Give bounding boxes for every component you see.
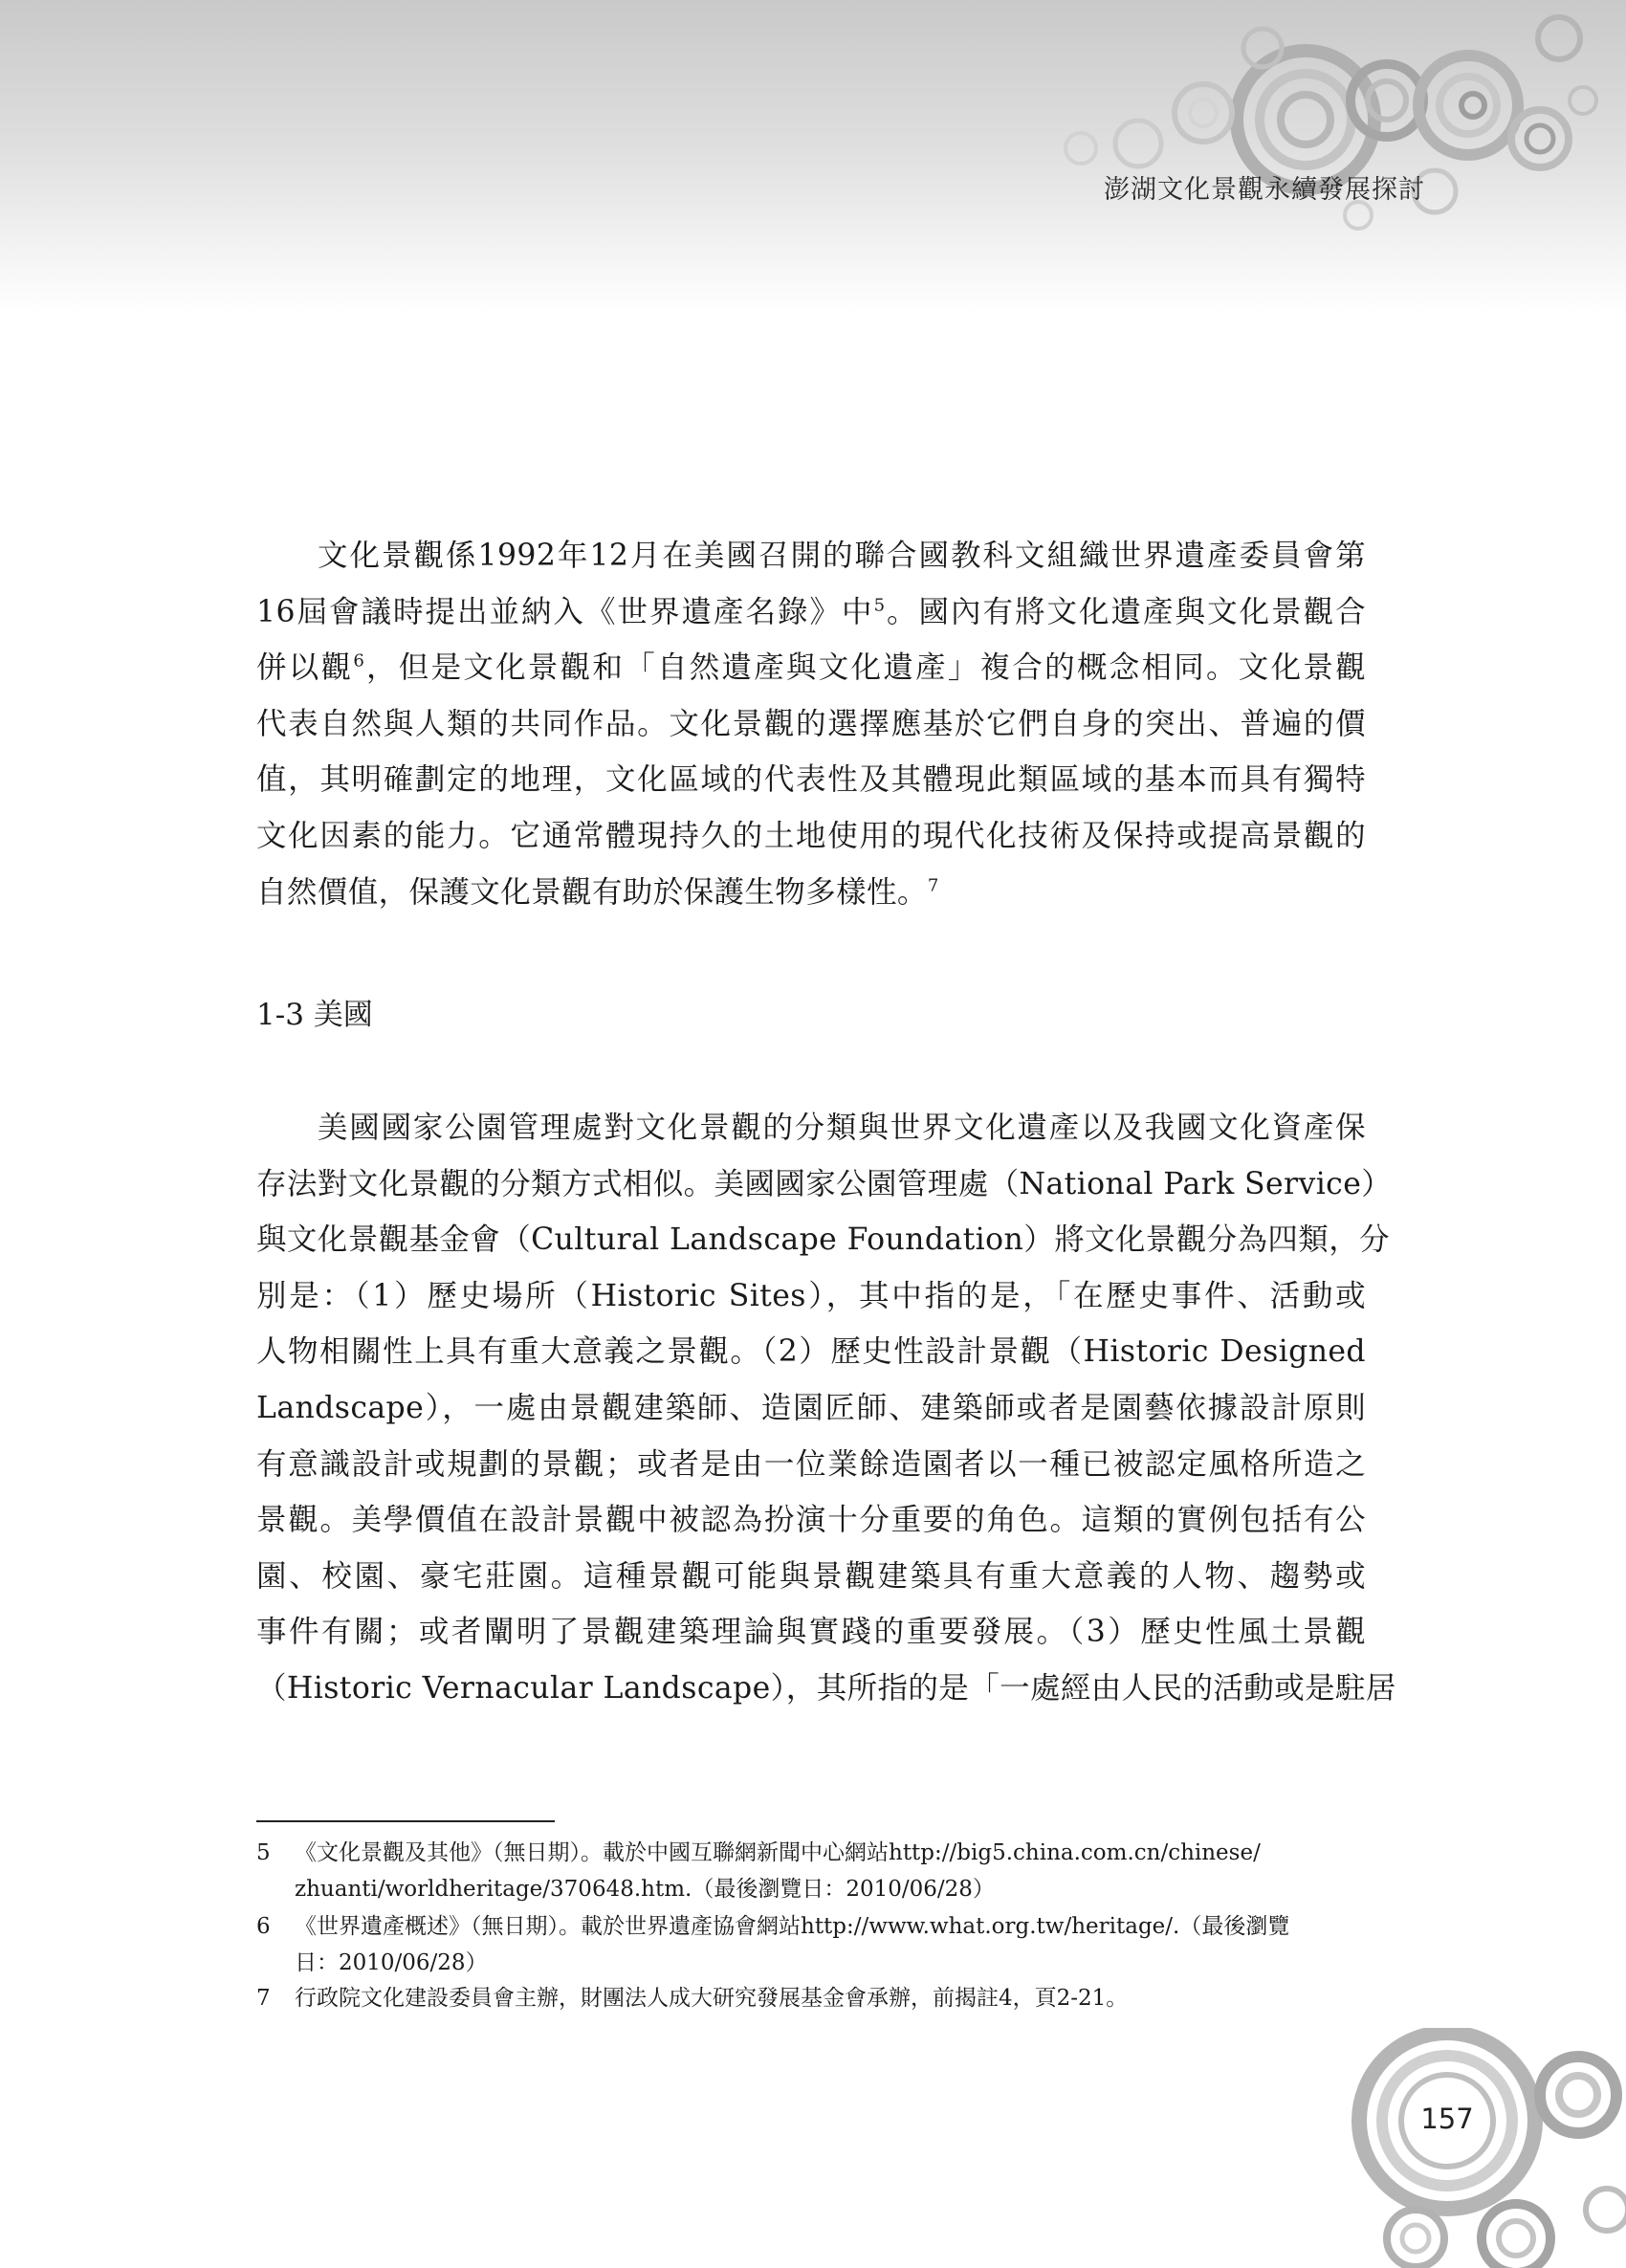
paragraph-line [256, 1661, 1396, 1717]
paragraph-cultural-landscape-definition [256, 528, 1366, 920]
footnote-ref-5[interactable]: 5 [873, 595, 886, 616]
footnote-number: 7 [256, 1986, 271, 2011]
decorative-circles-footer [1339, 2028, 1626, 2268]
footnote-ref-6[interactable]: 6 [353, 650, 365, 672]
paragraph-line [256, 1549, 1366, 1605]
paragraph-line [256, 1268, 1366, 1325]
line-text: Landscape），一處由景觀建築師、造園匠師、建築師或者是園藝依據設計原則 [256, 1390, 1366, 1425]
footnote-number: 6 [256, 1914, 271, 1939]
line-text: 美國國家公園管理處對文化景觀的分類與世界文化遺產以及我國文化資產保 [318, 1111, 1366, 1145]
line-text: 事件有關；或者闡明了景觀建築理論與實踐的重要發展。（3）歷史性風土景觀 [256, 1615, 1366, 1650]
line-text: 人物相關性上具有重大意義之景觀。（2）歷史性設計景觀（Historic Designed [256, 1334, 1366, 1370]
paragraph-line [256, 1324, 1366, 1380]
paragraph-line [256, 1604, 1366, 1661]
line-text: 園、校園、豪宅莊園。這種景觀可能與景觀建築具有重大意義的人物、趨勢或 [256, 1558, 1366, 1594]
paragraph-line [256, 528, 1366, 584]
paragraph-line [256, 808, 1366, 865]
paragraph-line [256, 752, 1366, 808]
paragraph-line [256, 696, 1366, 753]
footnote-number: 5 [256, 1840, 271, 1865]
paragraph-line [256, 1380, 1366, 1437]
footnote-line[interactable]: zhuanti/worldheritage/370648.htm.（最後瀏覽日：2010/06/28） [295, 1877, 995, 1902]
footnote-body [295, 1980, 1366, 2016]
line-text: 自然價值，保護文化景觀有助於保護生物多樣性。 [256, 874, 928, 910]
line-text: 值，其明確劃定的地理，文化區域的代表性及其體現此類區域的基本而具有獨特 [256, 762, 1366, 798]
section-heading: 1-3 美國 [256, 998, 373, 1032]
line-text: 存法對文化景觀的分類方式相似。美國國家公園管理處（National Park Service） [256, 1166, 1393, 1201]
decorative-circles-header [0, 0, 1626, 316]
paragraph-line [256, 1437, 1366, 1493]
footnote-line: 行政院文化建設委員會主辦，財團法人成大研究發展基金會承辦，前揭註4，頁2-21。 [295, 1986, 1129, 2011]
paragraph-line [256, 1492, 1366, 1549]
footnote-line[interactable]: 《世界遺產概述》（無日期）。載於世界遺產協會網站http://www.what.org.tw/heritage/.（最後瀏覽 [295, 1914, 1290, 1939]
line-text: 有意識設計或規劃的景觀；或者是由一位業餘造園者以一種已被認定風格所造之 [256, 1446, 1366, 1482]
line-text: 代表自然與人類的共同作品。文化景觀的選擇應基於它們自身的突出、普遍的價 [256, 706, 1366, 741]
footnote-ref-7[interactable]: 7 [927, 875, 939, 896]
line-text: 16屆會議時提出並納入《世界遺產名錄》中 [256, 594, 874, 629]
line-text: 文化景觀係1992年12月在美國召開的聯合國教科文組織世界遺產委員會第 [318, 539, 1366, 573]
footnote-line: 日：2010/06/28） [295, 1950, 488, 1975]
page-number: 157 [1420, 2103, 1474, 2135]
line-text: 文化因素的能力。它通常體現持久的土地使用的現代化技術及保持或提高景觀的 [256, 818, 1366, 853]
footnote-body [295, 1835, 1366, 1907]
footnote-divider [256, 1820, 555, 1822]
paragraph-line [256, 640, 1366, 696]
footnote-line[interactable]: 《文化景觀及其他》（無日期）。載於中國互聯網新聞中心網站http://big5.china.com.cn/chinese/ [295, 1840, 1261, 1865]
line-text: 別是：（1）歷史場所（Historic Sites），其中指的是，「在歷史事件、活動或 [256, 1278, 1366, 1313]
paragraph-line [256, 584, 1366, 641]
line-text: ，但是文化景觀和「自然遺產與文化遺產」複合的概念相同。文化景觀 [364, 650, 1367, 686]
paragraph-line [256, 1156, 1393, 1213]
paragraph-line [256, 865, 1366, 921]
paragraph-line [256, 1212, 1390, 1268]
line-text: 。國內有將文化遺產與文化景觀合 [885, 594, 1366, 629]
line-text: 景觀。美學價值在設計景觀中被認為扮演十分重要的角色。這類的實例包括有公 [256, 1503, 1366, 1538]
paragraph-us-classification [256, 1100, 1396, 1717]
paragraph-line [256, 1100, 1366, 1156]
line-text: 與文化景觀基金會（Cultural Landscape Foundation）將文化景觀分為四類，分 [256, 1222, 1390, 1258]
line-text: 併以觀 [256, 650, 354, 686]
running-title: 澎湖文化景觀永續發展探討 [1104, 175, 1425, 205]
line-text: （Historic Vernacular Landscape），其所指的是「一處經由人民的活動或是駐居 [256, 1670, 1396, 1706]
footnote-body [295, 1908, 1366, 1981]
